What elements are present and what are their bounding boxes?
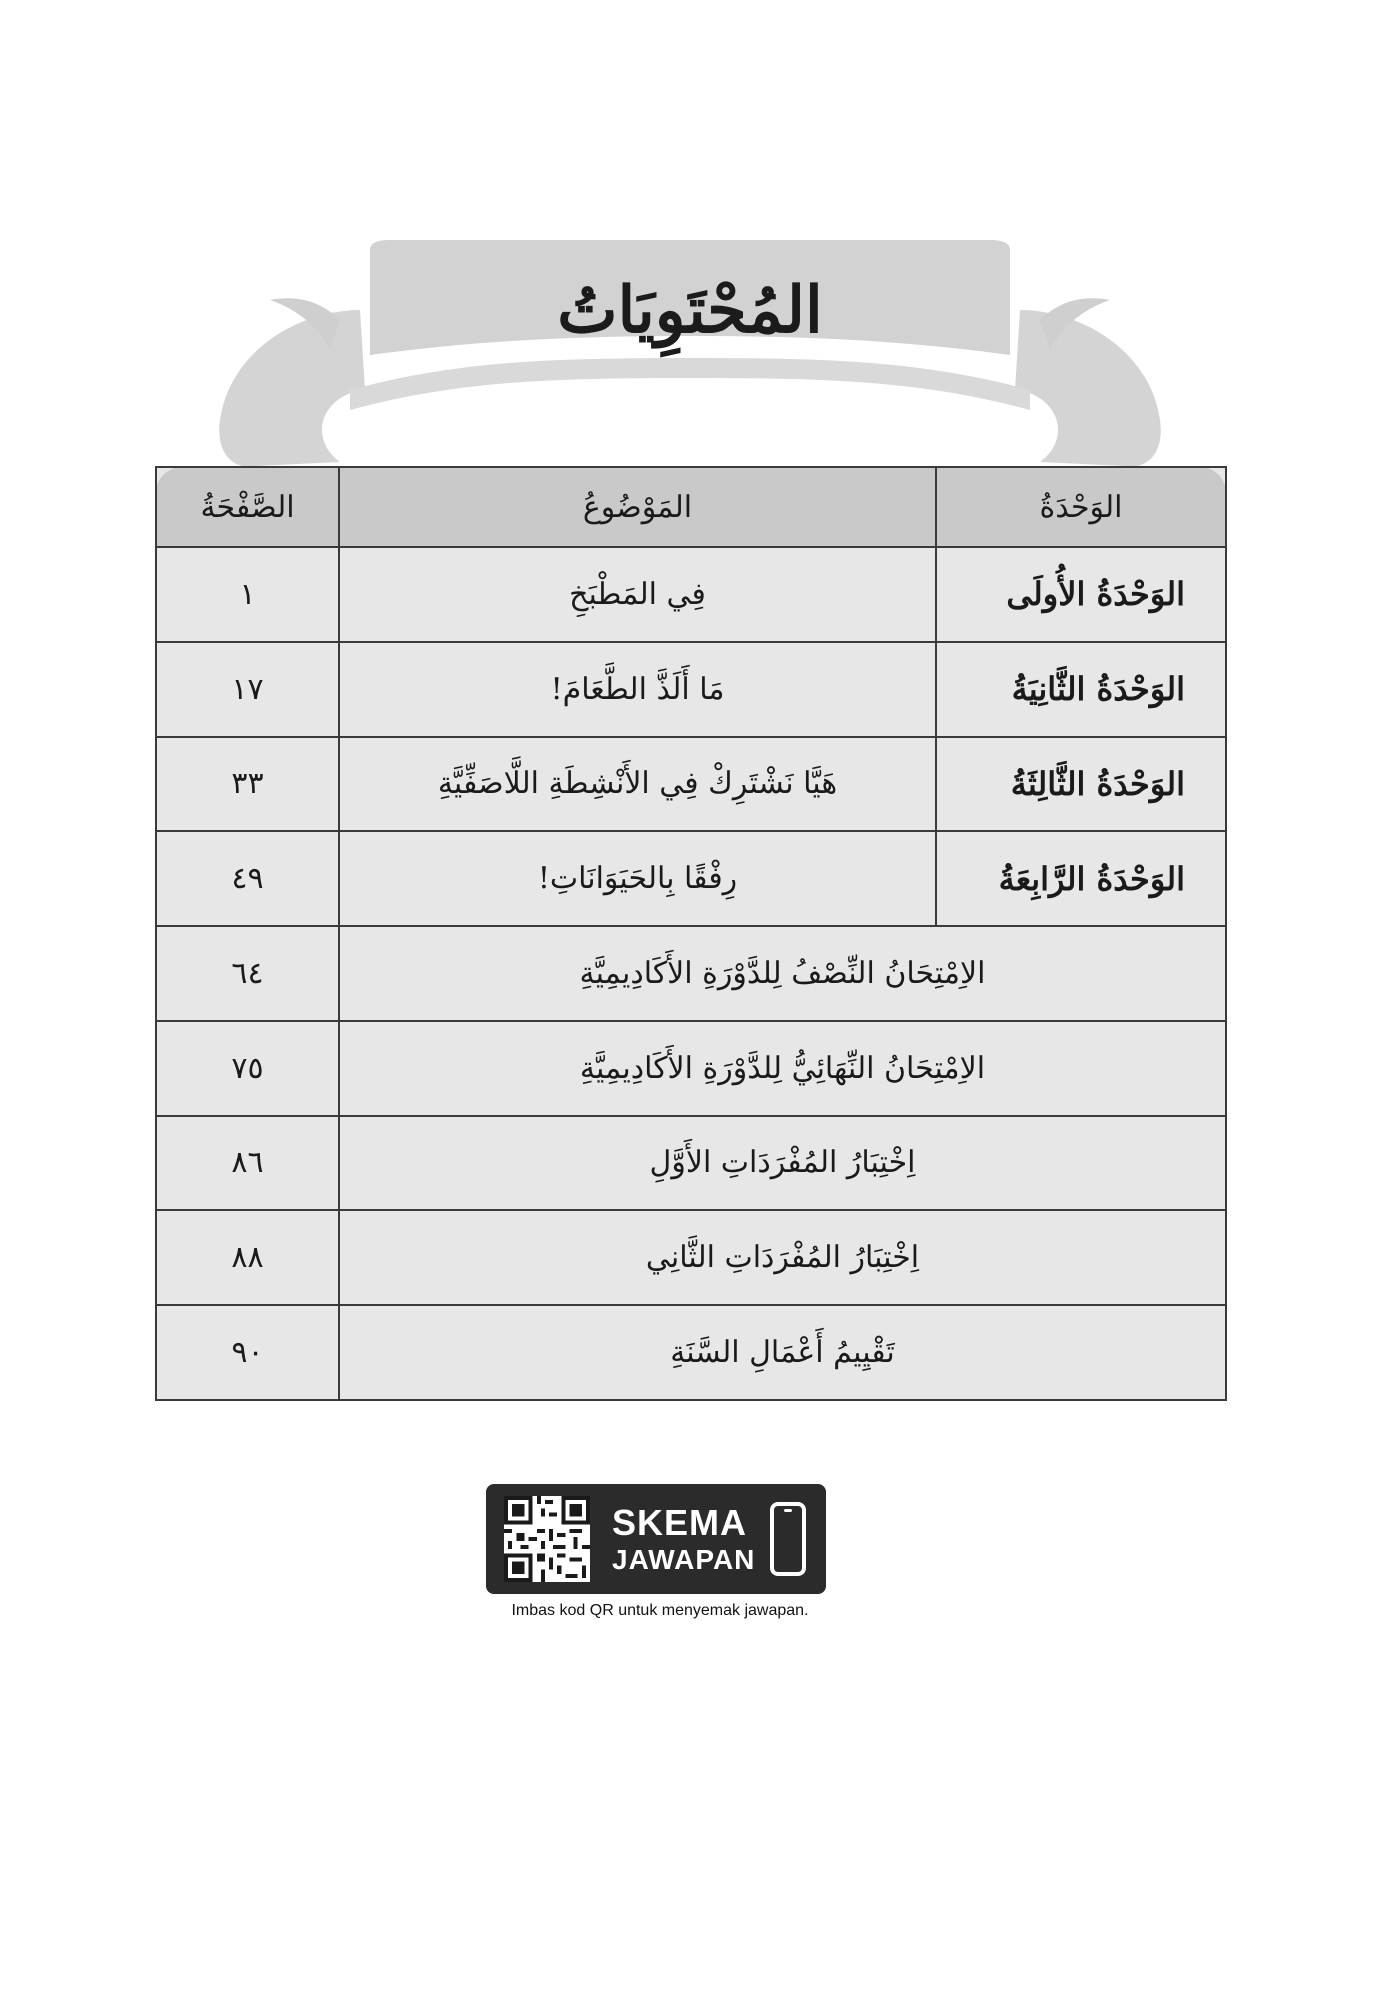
topic-cell: تَقْيِيمُ أَعْمَالِ السَّنَةِ xyxy=(339,1305,1226,1400)
table-row xyxy=(156,642,1226,737)
topic-cell: فِي المَطْبَخِ xyxy=(339,547,936,642)
table-row xyxy=(156,1116,1226,1211)
page-cell: ٩٠ xyxy=(156,1305,339,1400)
page-cell: ٧٥ xyxy=(156,1021,339,1116)
table-row xyxy=(156,831,1226,926)
unit-cell: الوَحْدَةُ الثَّالِثَةُ xyxy=(936,737,1226,832)
header-topic: المَوْضُوعُ xyxy=(339,467,936,547)
answer-scheme-badge[interactable] xyxy=(486,1484,826,1594)
header-unit: الوَحْدَةُ xyxy=(936,467,1226,547)
table-row xyxy=(156,547,1226,642)
topic-cell: مَا أَلَذَّ الطَّعَامَ! xyxy=(339,642,936,737)
table-row xyxy=(156,1210,1226,1305)
table-row xyxy=(156,1021,1226,1116)
table-row xyxy=(156,1305,1226,1400)
table-row xyxy=(156,926,1226,1021)
topic-cell: اِخْتِبَارُ المُفْرَدَاتِ الأَوَّلِ xyxy=(339,1116,1226,1211)
page-cell: ٨٦ xyxy=(156,1116,339,1211)
topic-cell: رِفْقًا بِالحَيَوَانَاتِ! xyxy=(339,831,936,926)
toc-table xyxy=(155,466,1227,1401)
page-title: المُحْتَوِيَاتُ xyxy=(557,272,823,348)
header-page: الصَّفْحَةُ xyxy=(156,467,339,547)
contents-table xyxy=(157,466,1227,1401)
unit-cell: الوَحْدَةُ الثَّانِيَةُ xyxy=(936,642,1226,737)
table-row xyxy=(156,737,1226,832)
page-cell: ٣٣ xyxy=(156,737,339,832)
table-header-row xyxy=(156,467,1226,547)
qr-label-line2: JAWAPAN xyxy=(612,1544,756,1575)
page-cell: ١٧ xyxy=(156,642,339,737)
phone-icon xyxy=(770,1502,806,1576)
page-cell: ٤٩ xyxy=(156,831,339,926)
qr-code-icon[interactable] xyxy=(504,1496,590,1582)
page-cell: ١ xyxy=(156,547,339,642)
page-cell: ٦٤ xyxy=(156,926,339,1021)
qr-caption: Imbas kod QR untuk menyemak jawapan. xyxy=(511,1602,809,1619)
topic-cell: اِخْتِبَارُ المُفْرَدَاتِ الثَّانِي xyxy=(339,1210,1226,1305)
unit-cell: الوَحْدَةُ الرَّابِعَةُ xyxy=(936,831,1226,926)
qr-label-line1: SKEMA xyxy=(612,1502,748,1543)
topic-cell: الاِمْتِحَانُ النِّصْفُ لِلدَّوْرَةِ الأَكَادِيمِيَّةِ xyxy=(339,926,1226,1021)
topic-cell: الاِمْتِحَانُ النِّهَائِيُّ لِلدَّوْرَةِ الأَكَادِيمِيَّةِ xyxy=(339,1021,1226,1116)
page-cell: ٨٨ xyxy=(156,1210,339,1305)
unit-cell: الوَحْدَةُ الأُولَى xyxy=(936,547,1226,642)
topic-cell: هَيَّا نَشْتَرِكْ فِي الأَنْشِطَةِ اللَّاصَفِّيَّةِ xyxy=(339,737,936,832)
